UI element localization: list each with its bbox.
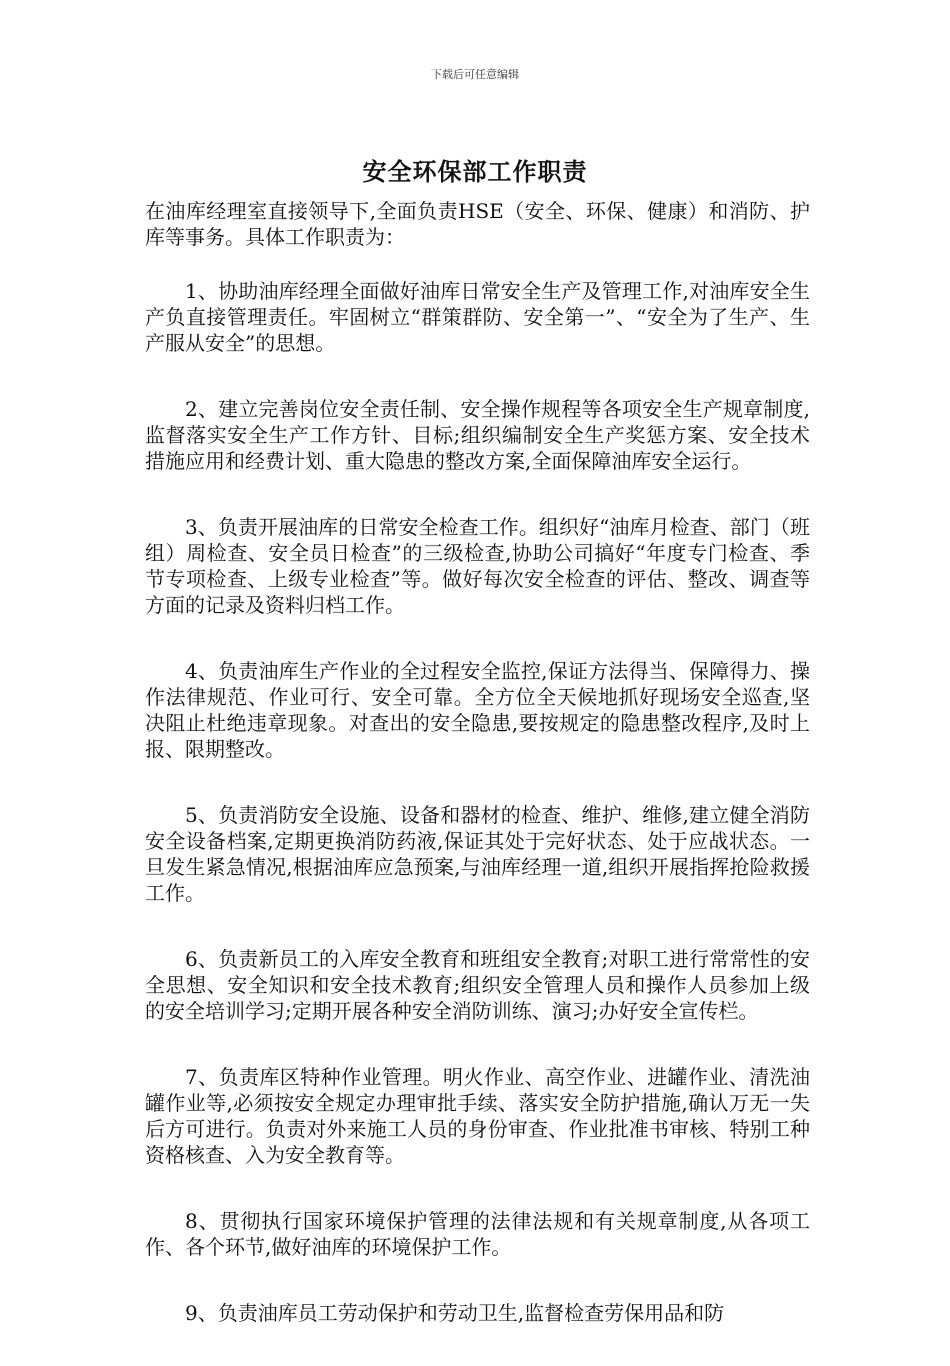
- duty-item-8: 8、贯彻执行国家环境保护管理的法律法规和有关规章制度,从各项工作、各个环节,做好油库的环境保护工作。: [145, 1209, 810, 1259]
- duty-item-1: 1、协助油库经理全面做好油库日常安全生产及管理工作,对油库安全生产负直接管理责任。牢固树立“群策群防、安全第一”、“安全为了生产、生产服从安全”的思想。: [145, 279, 810, 355]
- duty-item-9: 9、负责油库员工劳动保护和劳动卫生,监督检查劳保用品和防: [185, 1301, 725, 1325]
- duty-item-3: 3、负责开展油库的日常安全检查工作。组织好“油库月检查、部门（班组）周检查、安全员日检查”的三级检查,协助公司搞好“年度专门检查、季节专项检查、上级专业检查”等。做好每次安全检查的评估、整改、调查等方面的记录及资料归档工作。: [145, 515, 810, 617]
- duty-item-7: 7、负责库区特种作业管理。明火作业、高空作业、进罐作业、清洗油罐作业等,必须按安全规定办理审批手续、落实安全防护措施,确认万无一失后方可进行。负责对外来施工人员的身份审查、作业批准书审核、特别工种资格核查、入为安全教育等。: [145, 1065, 810, 1167]
- document-body: [145, 198, 810, 1366]
- header-note: 下载后可任意编辑: [431, 68, 519, 81]
- duty-item-6: 6、负责新员工的入库安全教育和班组安全教育;对职工进行常常性的安全思想、安全知识和安全技术教育;组织安全管理人员和操作人员参加上级的安全培训学习;定期开展各种安全消防训练、演习;办好安全宣传栏。: [145, 947, 810, 1023]
- duty-item-5: 5、负责消防安全设施、设备和器材的检查、维护、维修,建立健全消防安全设备档案,定期更换消防药液,保证其处于完好状态、处于应战状态。一旦发生紧急情况,根据油库应急预案,与油库经理一道,组织开展指挥抢险救援工作。: [145, 803, 810, 905]
- duty-item-4: 4、负责油库生产作业的全过程安全监控,保证方法得当、保障得力、操作法律规范、作业可行、安全可靠。全方位全天候地抓好现场安全巡查,坚决阻止杜绝违章现象。对查出的安全隐患,要按规定的隐患整改程序,及时上报、限期整改。: [145, 659, 810, 761]
- intro-paragraph: 在油库经理室直接领导下,全面负责HSE（安全、环保、健康）和消防、护库等事务。具体工作职责为：: [145, 199, 810, 249]
- duty-item-2: 2、建立完善岗位安全责任制、安全操作规程等各项安全生产规章制度,监督落实安全生产工作方针、目标;组织编制安全生产奖惩方案、安全技术措施应用和经费计划、重大隐患的整改方案,全面保障油库安全运行。: [145, 397, 810, 473]
- document-title: 安全环保部工作职责: [362, 157, 588, 186]
